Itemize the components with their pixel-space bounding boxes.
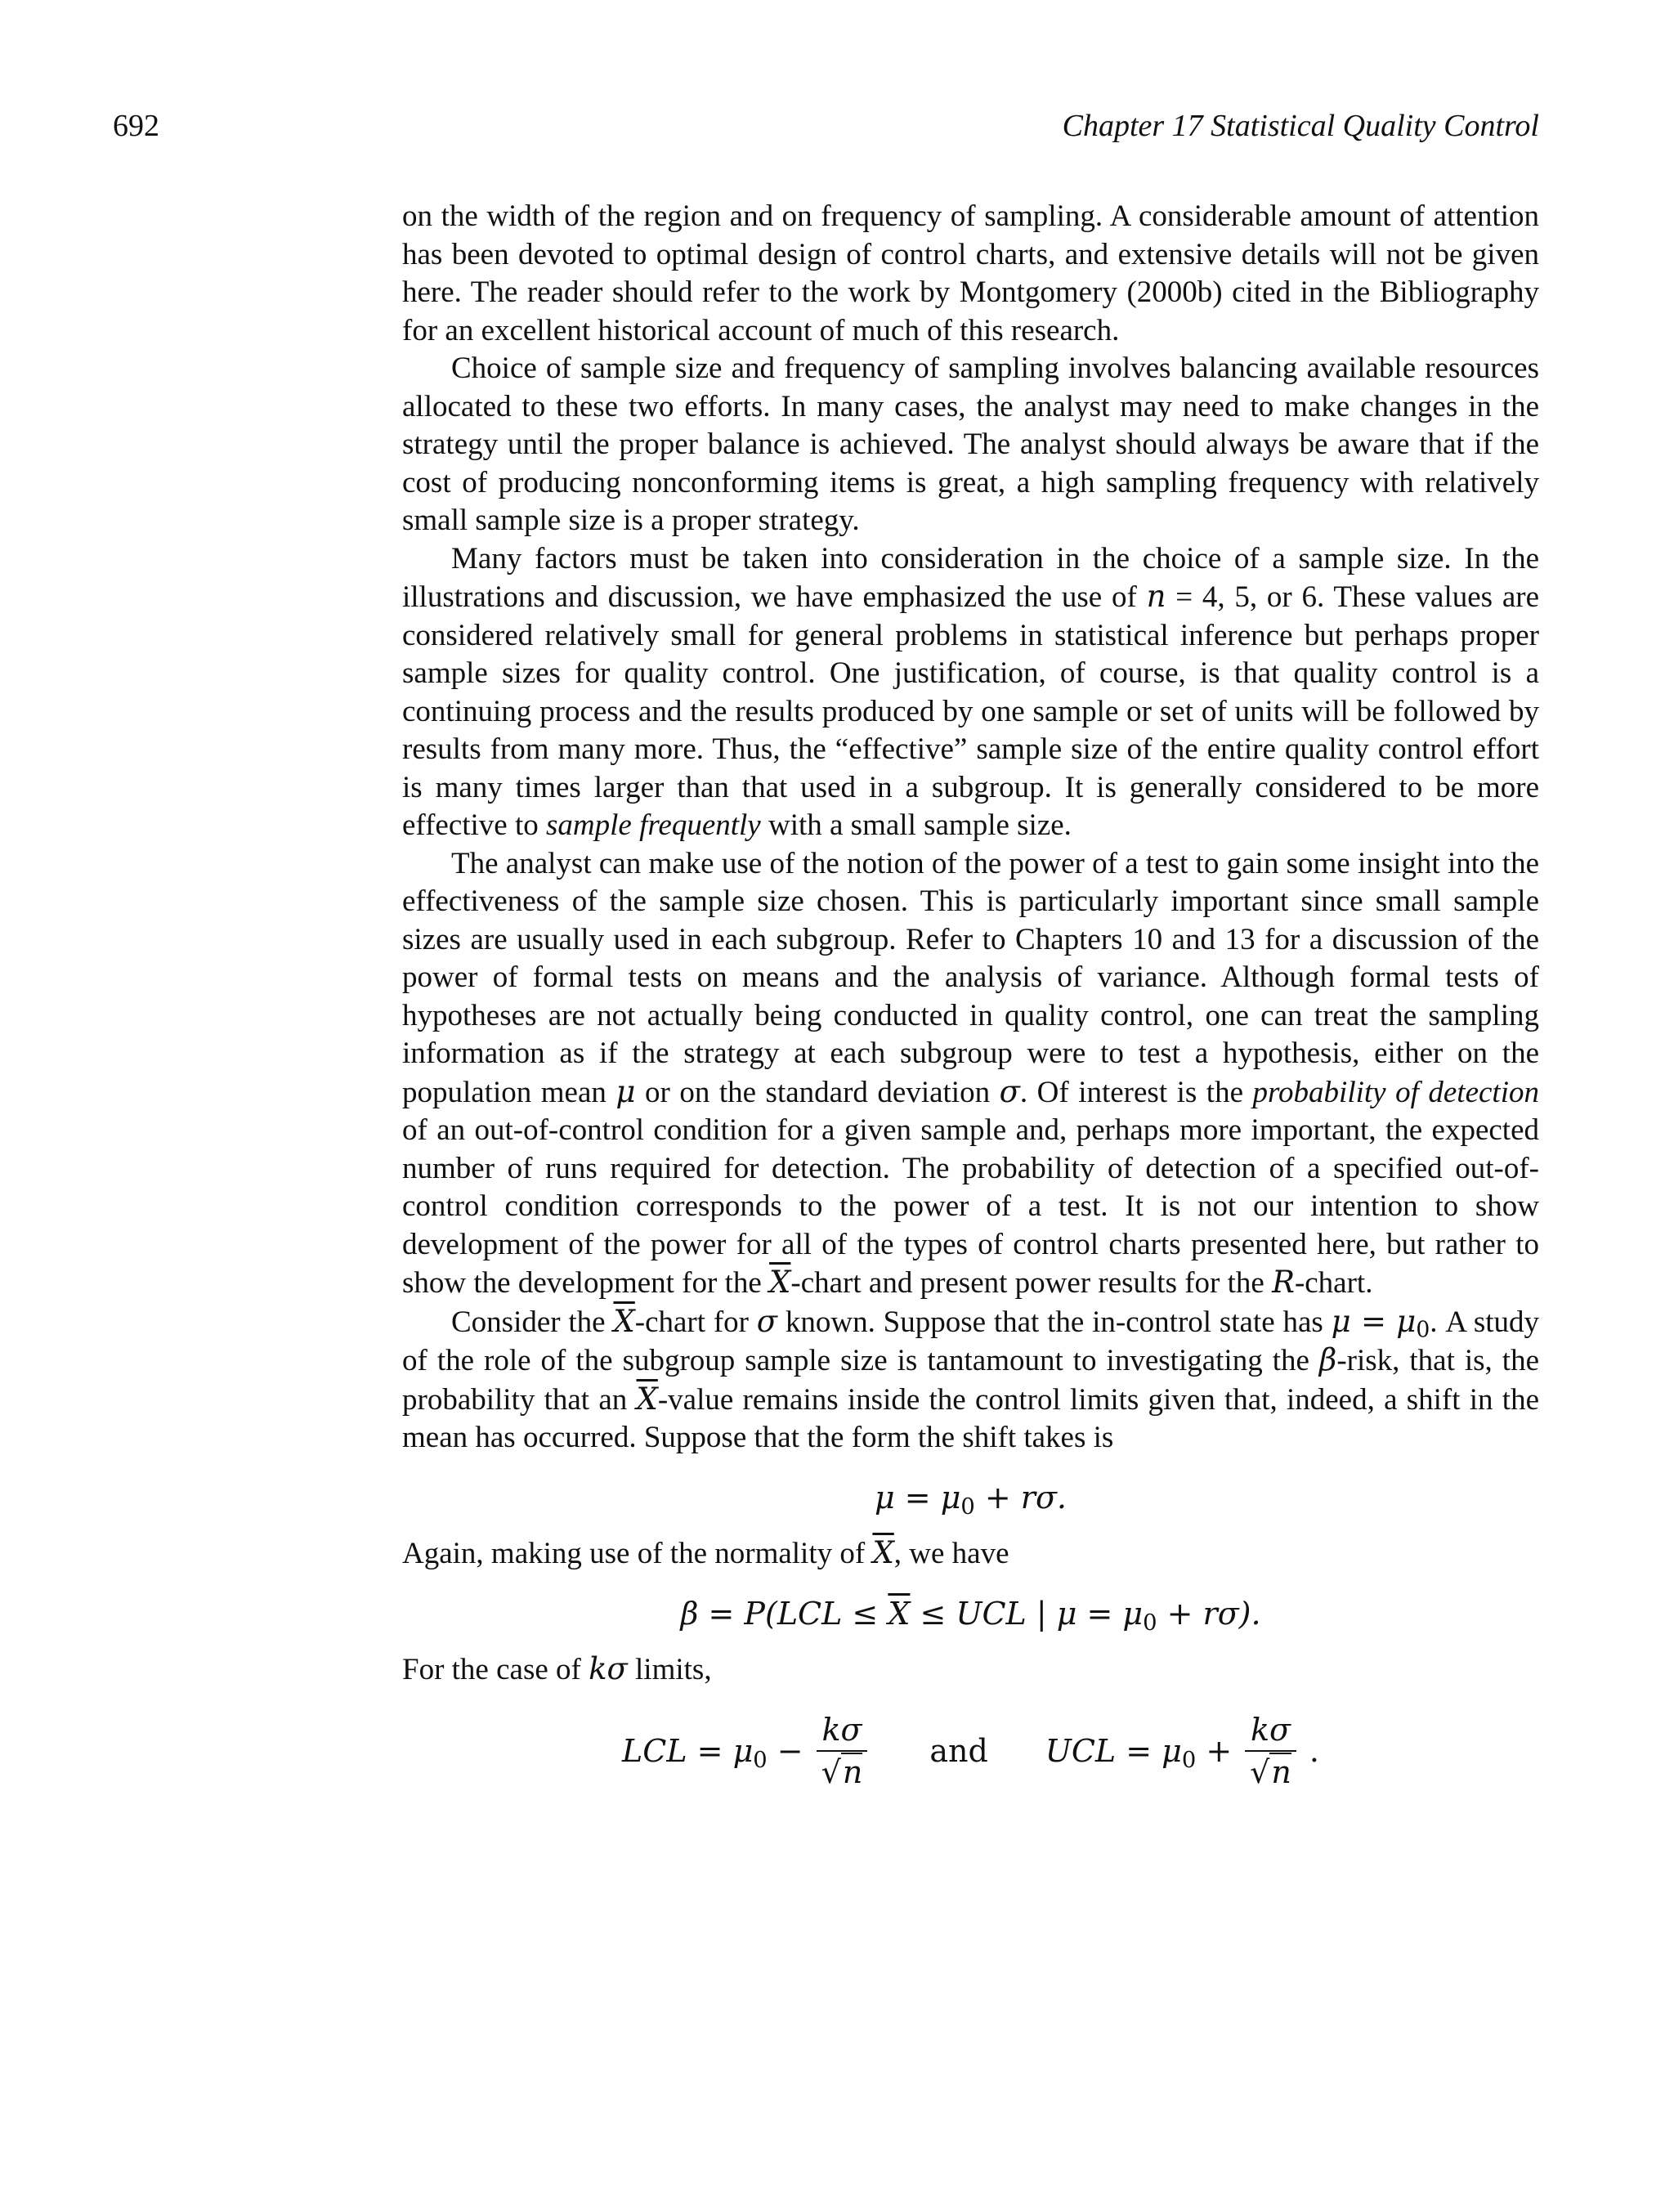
p3-text-a: Many factors must be taken into consideration in the choice of a sample size. In the illustrations and discussion, we have emphasized the use of [402, 541, 1539, 614]
symbol-mu: μ [615, 1073, 636, 1109]
p4-text-c: . Of interest is the [1019, 1075, 1253, 1109]
body-text [402, 198, 1539, 1810]
lcl-expression: LCL = $\mu_0$ − [622, 1732, 803, 1773]
p5-text-a: Consider the [451, 1305, 614, 1339]
ucl-fraction: $\frac{k\sigma}{√n}$ [1245, 1711, 1296, 1792]
p7-text-b: limits, [627, 1653, 712, 1686]
paragraph-6 [402, 1534, 1539, 1574]
p3-text-c: with a small sample size. [760, 808, 1072, 842]
equation-beta: $\beta = P(LCL \le \overline{X}$ ≤ UCL | $\mu = \mu_0 + r\sigma$). [680, 1595, 1261, 1636]
symbol-xbar: $\overline{X}$ [872, 1535, 894, 1570]
emphasis-probability-of-detection: probability of detection [1252, 1075, 1539, 1109]
p5-text-b: -chart for [634, 1305, 757, 1339]
p4-text-f: -chart. [1294, 1266, 1373, 1300]
p5-text-e: -risk, that is, the probability that an [402, 1344, 1540, 1417]
symbol-xbar: $\overline{X}$ [613, 1303, 635, 1339]
symbol-sigma: σ [999, 1073, 1020, 1109]
and-word: and [929, 1732, 988, 1769]
paragraph-1: on the width of the region and on frequency of sampling. A considerable amount of attention has been devoted to optimal design of control charts, and extensive details will not be given here. The reader should refer to the work by Montgomery (2000b) cited in the Bibliography for an excellent historical account of much of this research. [402, 199, 1539, 347]
symbol-mu-eq-mu0: $\mu = \mu_0$ [1331, 1303, 1430, 1343]
p4-text-b: or on the standard deviation [635, 1075, 1000, 1109]
symbol-beta: β [1318, 1342, 1337, 1377]
paragraph-4 [402, 845, 1539, 1303]
p4-text-d: of an out-of-control condition for a given sample and, perhaps more important, the expected number of runs required for detection. The probability of detection of a specified out-of-control condition corresponds to the power of a test. It is not our intention to show development of the power for all of the types of control charts presented here, but rather to show the development for the [402, 1113, 1539, 1300]
equation-control-limits [402, 1711, 1539, 1792]
paragraph-7 [402, 1650, 1539, 1690]
symbol-sigma: σ [756, 1303, 778, 1339]
p4-text-a: The analyst can make use of the notion of the power of a test to gain some insight into the effectiveness of the sample size chosen. This is particularly important since small sample sizes are usually used in each subgroup. Refer to Chapters 10 and 13 for a discussion of the power of formal tests on means and the analysis of variance. Although formal tests of hypotheses are not actually being conducted in quality control, one can treat the sampling information as if the strategy at each subgroup were to test a hypothesis, either on the population mean [402, 846, 1539, 1109]
symbol-n: n [1146, 579, 1166, 614]
symbol-xbar: $\overline{X}$ [636, 1381, 658, 1417]
p5-text-d: . A study of the role of the subgroup sample size is tantamount to investigating the [402, 1305, 1539, 1377]
page-number: 692 [113, 109, 159, 143]
equation-shift: $\mu = \mu_0 + r\sigma$. [875, 1479, 1067, 1520]
paragraph-2: Choice of sample size and frequency of sampling involves balancing available resources allocated to these two efforts. In many cases, the analyst may need to make changes in the strategy until the proper balance is achieved. The analyst should always be aware that if the cost of producing nonconforming items is great, a high sampling frequency with relatively small sample size is a proper strategy. [402, 352, 1539, 537]
symbol-r: R [1272, 1265, 1295, 1300]
lcl-fraction: $\frac{k\sigma}{√n}$ [817, 1711, 868, 1792]
p4-text-e: -chart and present power results for the [790, 1266, 1273, 1300]
ucl-expression: UCL = $\mu_0$ + [1045, 1732, 1233, 1773]
p3-text-b: = 4, 5, or 6. These values are considered relatively small for general problems in statistical inference but perhaps proper sample sizes for quality control. One justification, of course, is that quality control is a continuing process and the results produced by one sample or set of units will be followed by results from many more. Thus, the “effective” sample size of the entire quality control effort is many times larger than that used in a subgroup. It is generally considered to be more effective to [402, 580, 1539, 842]
paragraph-5 [402, 1303, 1539, 1458]
p5-text-c: known. Suppose that the in-control state has [777, 1305, 1332, 1339]
p6-text-a: Again, making use of the normality of [402, 1537, 873, 1570]
p7-text-a: For the case of [402, 1653, 589, 1686]
paragraph-3 [402, 540, 1539, 845]
page-header [113, 108, 1539, 154]
symbol-k-sigma: kσ [589, 1651, 628, 1686]
symbol-xbar: $\overline{X}$ [769, 1265, 791, 1300]
running-head: Chapter 17 Statistical Quality Control [1062, 109, 1539, 143]
equation-period: . [1309, 1732, 1319, 1769]
p6-text-b: , we have [893, 1537, 1009, 1570]
p5-text-f: -value remains inside the control limits given that, indeed, a shift in the mean has occurred. Suppose that the form the shift takes is [402, 1382, 1539, 1454]
emphasis-sample-frequently: sample frequently [546, 808, 761, 842]
